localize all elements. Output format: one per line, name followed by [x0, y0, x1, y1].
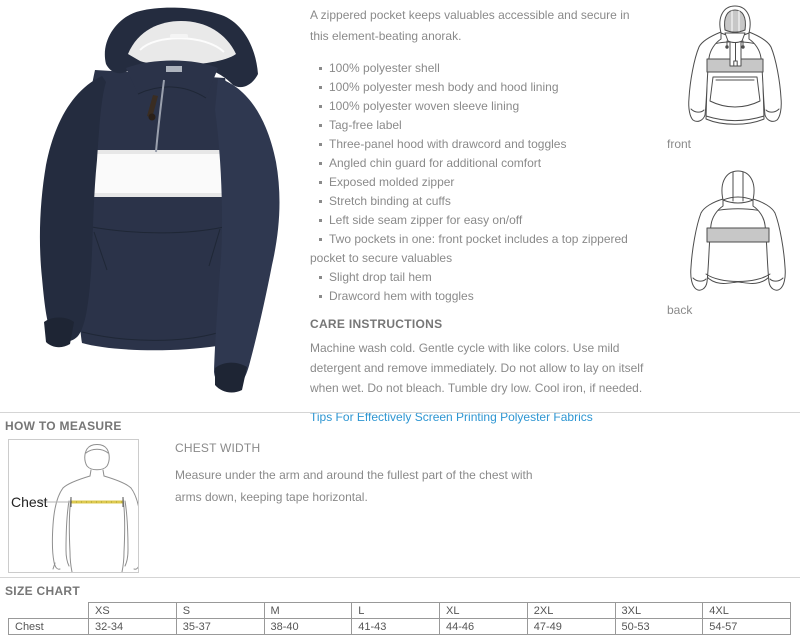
description-intro: A zippered pocket keeps valuables accessible and secure in this element-beating anorak. [310, 8, 630, 43]
chest-value: 44-46 [440, 619, 528, 635]
garment-views [650, 0, 800, 412]
size-chart-heading: SIZE CHART [5, 584, 80, 598]
size-col-header: 4XL [703, 603, 791, 619]
product-description [310, 5, 646, 424]
chest-value: 50-53 [615, 619, 703, 635]
size-col-header: 3XL [615, 603, 703, 619]
feature-item: Exposed molded zipper [310, 173, 646, 192]
right-cuff [215, 363, 247, 393]
feature-item: Tag-free label [310, 116, 646, 135]
chest-value: 32-34 [89, 619, 177, 635]
chest-measure-illustration [9, 440, 138, 572]
chest-width-text: Measure under the arm and around the fullest part of the chest with arms down, keeping tape horizontal. [175, 468, 533, 504]
size-chart-chest-row [9, 619, 791, 635]
screen-printing-tips-link[interactable]: Tips For Effectively Screen Printing Polyester Fabrics [310, 410, 593, 424]
chest-value: 54-57 [703, 619, 791, 635]
feature-list [310, 59, 646, 306]
back-view-drawing [680, 168, 795, 303]
chest-figure-label: Chest [11, 494, 48, 510]
divider [0, 412, 800, 413]
feature-item: Two pockets in one: front pocket includes a top zippered pocket to secure valuables [310, 230, 646, 268]
feature-item: Drawcord hem with toggles [310, 287, 646, 306]
back-view-label: back [667, 303, 693, 317]
care-instructions-heading: CARE INSTRUCTIONS [310, 317, 443, 331]
chest-value: 47-49 [527, 619, 615, 635]
feature-item: Three-panel hood with drawcord and toggles [310, 135, 646, 154]
jacket-torso [78, 70, 233, 350]
hang-loop [170, 34, 188, 38]
size-col-header: L [352, 603, 440, 619]
size-chart-table [8, 602, 791, 635]
front-view-drawing [680, 3, 790, 135]
feature-item: 100% polyester woven sleeve lining [310, 97, 646, 116]
chest-width-title: CHEST WIDTH [175, 441, 261, 455]
chest-value: 38-40 [264, 619, 352, 635]
anorak-photo-illustration [10, 0, 300, 405]
front-view-label: front [667, 137, 692, 151]
size-chart-blank-cell [9, 603, 89, 619]
measure-figure [8, 439, 139, 573]
feature-item: Stretch binding at cuffs [310, 192, 646, 211]
size-chart-header-row [9, 603, 791, 619]
feature-item: Angled chin guard for additional comfort [310, 154, 646, 173]
care-instructions-text: Machine wash cold. Gentle cycle with like colors. Use mild detergent and remove immediately. Do not allow to lay on itself when wet. Do not bleach. Tumble dry low. Cool iron, if needed. [310, 341, 644, 395]
chest-row-label: Chest [9, 619, 89, 635]
size-col-header: XS [89, 603, 177, 619]
jacket-right-sleeve [214, 78, 279, 388]
divider [0, 577, 800, 578]
feature-item: 100% polyester shell [310, 59, 646, 78]
feature-item: 100% polyester mesh body and hood lining [310, 78, 646, 97]
size-col-header: M [264, 603, 352, 619]
chest-value: 41-43 [352, 619, 440, 635]
chest-value: 35-37 [176, 619, 264, 635]
size-col-header: S [176, 603, 264, 619]
how-to-measure-heading: HOW TO MEASURE [5, 419, 122, 433]
size-col-header: 2XL [527, 603, 615, 619]
feature-item: Left side seam zipper for easy on/off [310, 211, 646, 230]
product-photo [10, 0, 300, 405]
size-col-header: XL [440, 603, 528, 619]
brand-label [166, 66, 182, 72]
feature-item: Slight drop tail hem [310, 268, 646, 287]
chest-width-block [175, 441, 547, 508]
left-cuff [44, 318, 74, 348]
